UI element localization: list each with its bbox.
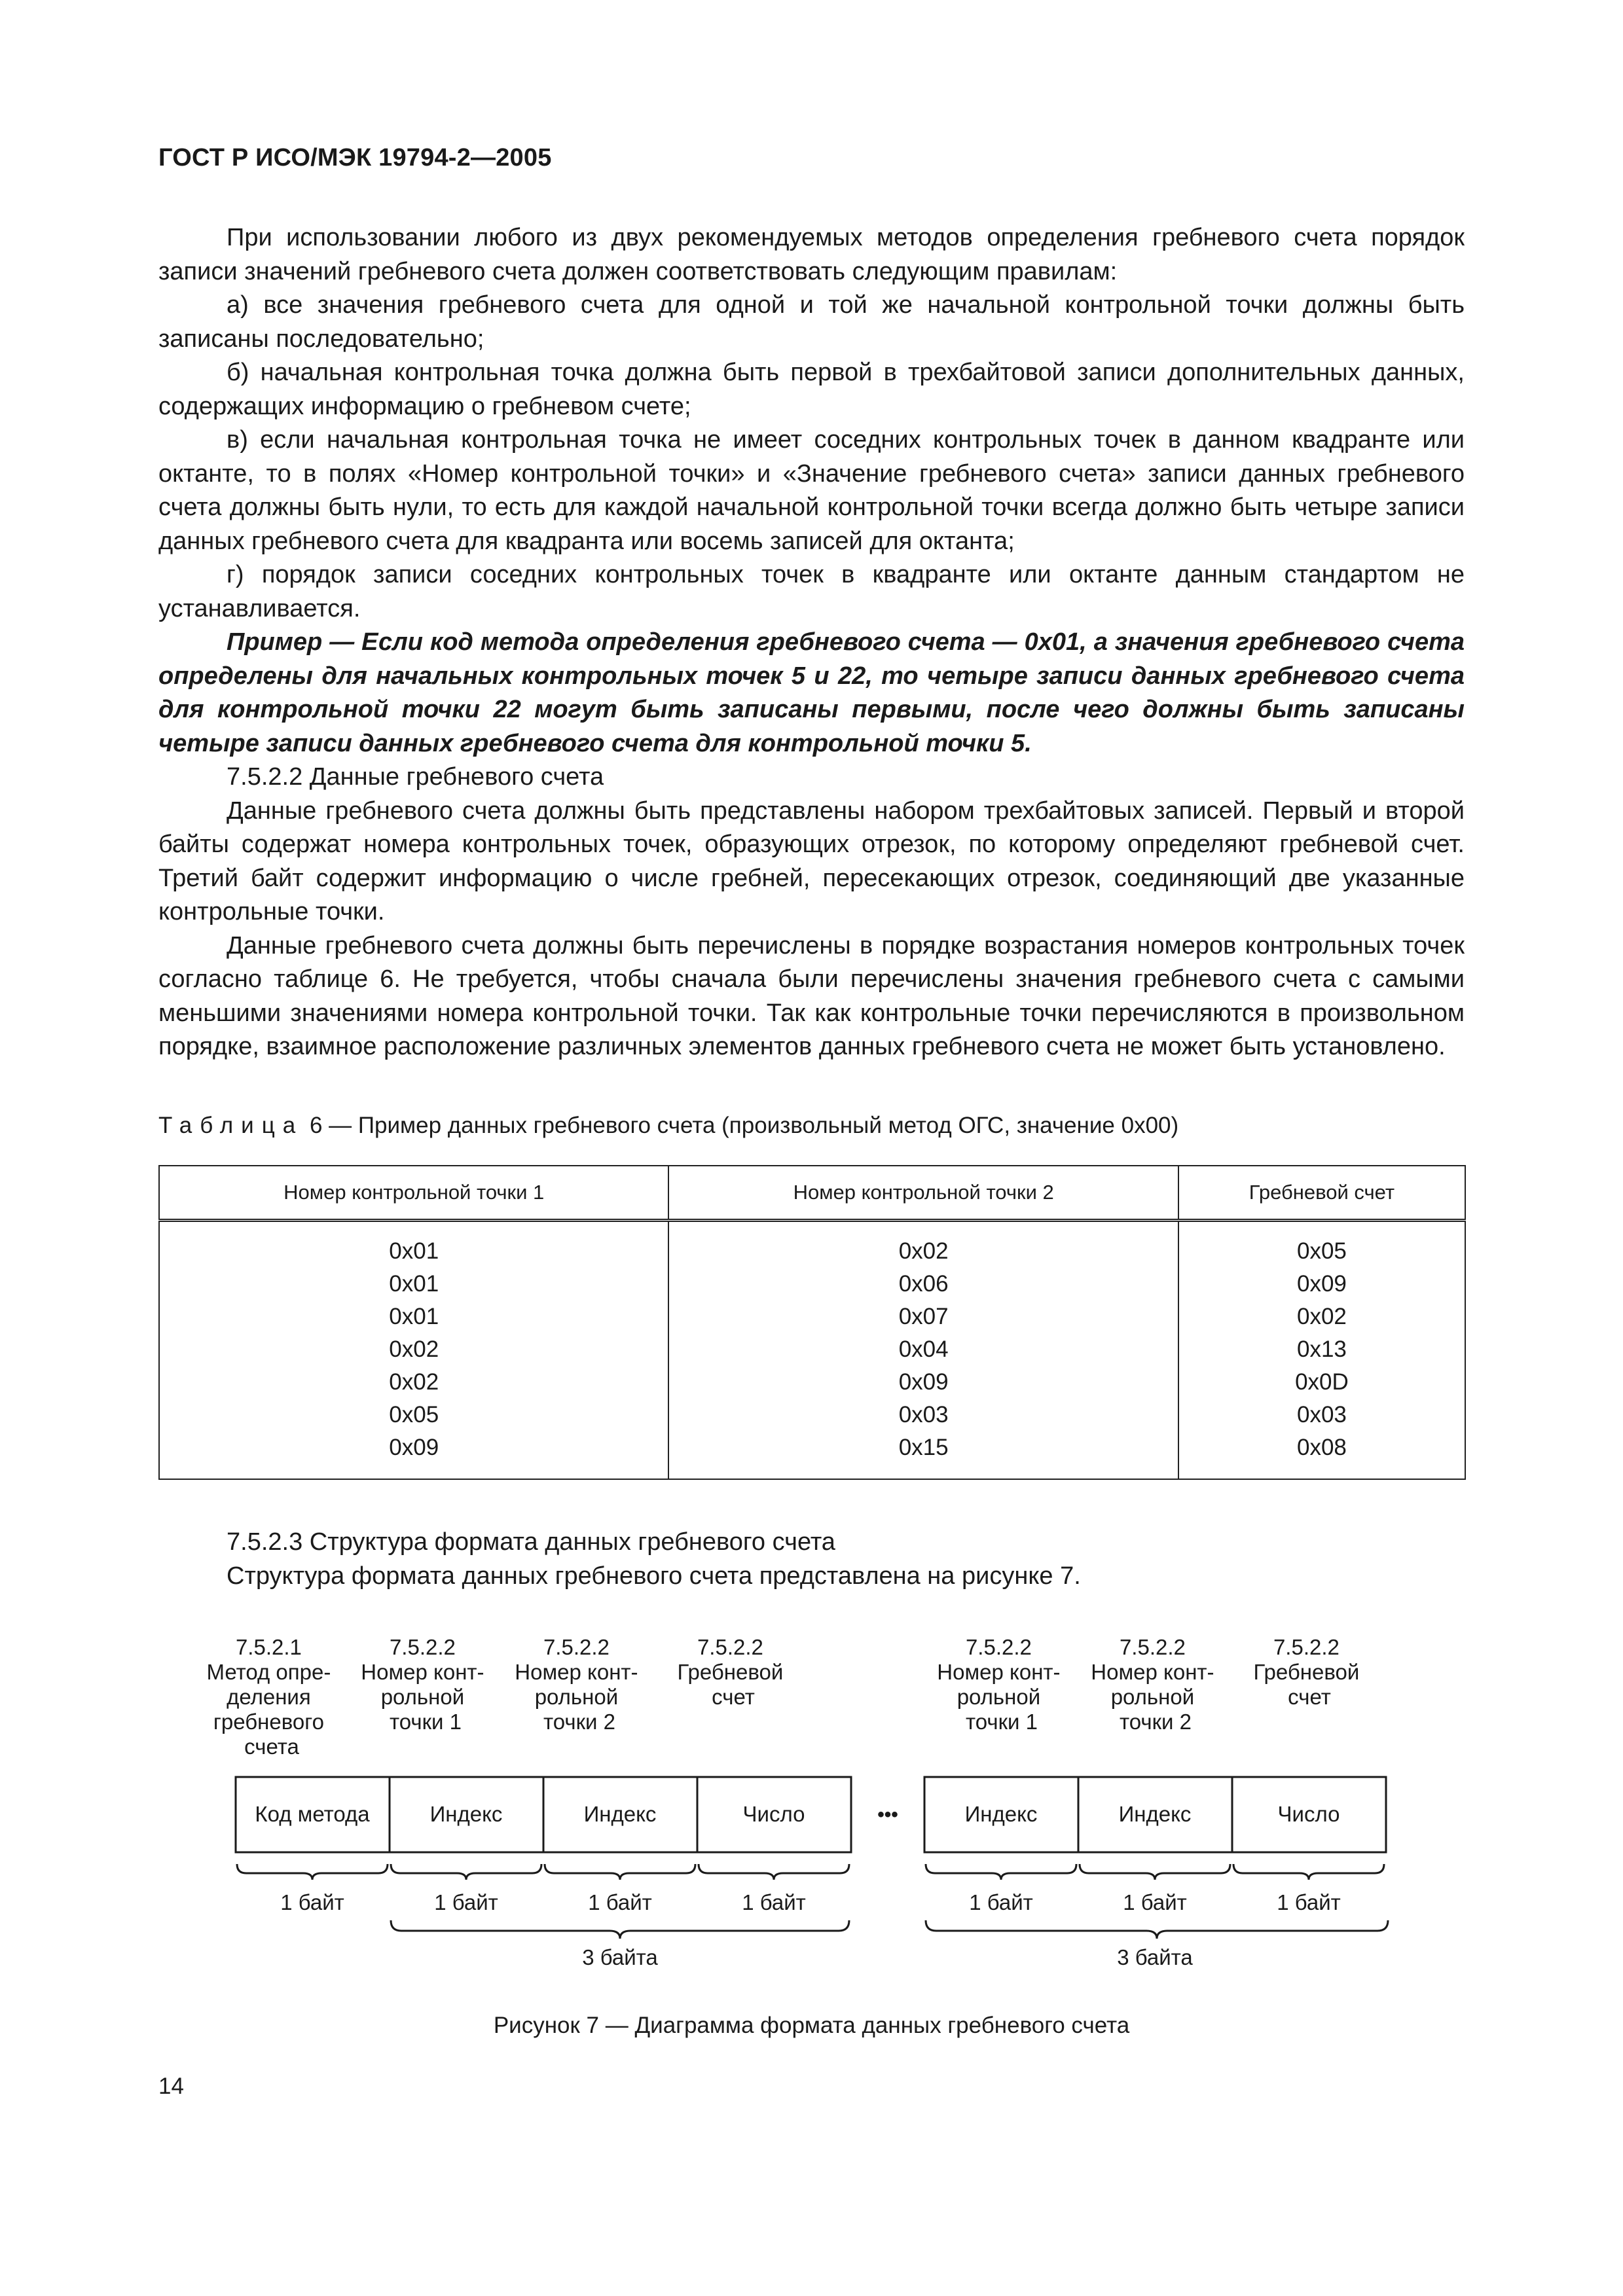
label-ridge-count-right: 7.5.2.2 Гребневой счет bbox=[1253, 1635, 1360, 1709]
byte-label: 1 байт bbox=[280, 1890, 344, 1914]
col-ridge-count-values bbox=[1178, 1221, 1465, 1480]
table-cell: 0x01 bbox=[389, 1238, 439, 1264]
box-index-2: Индекс bbox=[583, 1802, 657, 1826]
table-cell: 0x07 bbox=[898, 1304, 949, 1329]
byte-braces bbox=[237, 1864, 1384, 1880]
table-cell: 0x13 bbox=[1297, 1336, 1347, 1362]
byte-label: 1 байт bbox=[1123, 1890, 1187, 1914]
example-paragraph: Пример — Если код метода определения гребневого счета — 0x01, а значения гребневого счета определены для начальных контрольных точек 5 и 22, то четыре записи данных гребневого счета для контрольной точки 22 могут быть записаны первыми, после чего должны быть записаны четыре записи данных гребневого счета для контрольной точки 5. bbox=[158, 628, 1465, 757]
byte-label: 1 байт bbox=[588, 1890, 652, 1914]
table-cell: 0x03 bbox=[1297, 1402, 1347, 1427]
intro-paragraph: При использовании любого из двух рекомендуемых методов определения гребневого счета порядок записи значений гребневого счета должен соответствовать следующим правилам: bbox=[158, 224, 1465, 285]
box-index-2-right: Индекс bbox=[1118, 1802, 1192, 1826]
table-cell: 0x08 bbox=[1297, 1435, 1347, 1460]
group-label-right: 3 байта bbox=[1117, 1945, 1193, 1969]
rule-b: б) начальная контрольная точка должна быть первой в трехбайтовой записи дополнительных данных, содержащих информацию о гребневом счете; bbox=[158, 359, 1465, 420]
label-point-1-right: 7.5.2.2 Номер конт- рольной точки 1 bbox=[937, 1635, 1061, 1734]
rule-a: а) все значения гребневого счета для одной и той же начальной контрольной точки должны быть записаны последовательно; bbox=[158, 291, 1465, 353]
table-cell: 0x02 bbox=[389, 1336, 439, 1362]
page-number: 14 bbox=[158, 2073, 184, 2099]
byte-label: 1 байт bbox=[1277, 1890, 1341, 1914]
table-cell: 0x05 bbox=[389, 1402, 439, 1427]
rule-v: в) если начальная контрольная точка не имеет соседних контрольных точек в данном квадранте или октанте, то в полях «Номер контрольной точки» и «Значение гребневого счета» записи данных гребневого счета должны быть нули, то есть для каждой начальной контрольной точки всегда должно быть четыре записи данных гребневого счета для квадранта или восемь записей для октанта; bbox=[158, 426, 1465, 555]
subsection-title: 7.5.2.2 Данные гребневого счета bbox=[227, 763, 604, 791]
label-ridge-count: 7.5.2.2 Гребневой счет bbox=[677, 1635, 784, 1709]
table-cell: 0x04 bbox=[898, 1336, 949, 1362]
body-text bbox=[158, 221, 1465, 1064]
ellipsis: ••• bbox=[877, 1804, 898, 1825]
label-point-2: 7.5.2.2 Номер конт- рольной точки 2 bbox=[515, 1635, 638, 1734]
table-cell: 0x06 bbox=[898, 1271, 949, 1297]
col-point-2-values bbox=[668, 1221, 1178, 1480]
format-diagram bbox=[196, 1630, 1440, 2009]
label-point-1: 7.5.2.2 Номер конт- рольной точки 1 bbox=[361, 1635, 484, 1734]
byte-label: 1 байт bbox=[434, 1890, 498, 1914]
group-label: 3 байта bbox=[582, 1945, 658, 1969]
section-text: Структура формата данных гребневого счета представлена на рисунке 7. bbox=[227, 1562, 1081, 1590]
label-method: 7.5.2.1 Метод опре- деления гребневого счета bbox=[206, 1635, 331, 1759]
table-cell: 0x03 bbox=[898, 1402, 949, 1427]
box-index-1-right: Индекс bbox=[964, 1802, 1038, 1826]
col-point-1-values bbox=[159, 1221, 668, 1480]
table-cell: 0x09 bbox=[389, 1435, 439, 1460]
table-cell: 0x05 bbox=[1297, 1238, 1347, 1264]
table-caption-text: 6 — Пример данных гребневого счета (произвольный метод ОГС, значение 0x00) bbox=[303, 1113, 1179, 1138]
order-paragraph: Данные гребневого счета должны быть перечислены в порядке возрастания номеров контрольных точек согласно таблице 6. Не требуется, чтобы сначала были перечислены значения гребневого счета с самыми меньшими значениями номера контрольной точки. Так как контрольные точки перечисляются в произвольном порядке, взаимное расположение различных элементов данных гребневого счета не может быть установлено. bbox=[158, 931, 1465, 1060]
ridge-count-table bbox=[158, 1165, 1466, 1480]
table-cell: 0x02 bbox=[389, 1369, 439, 1395]
header-ridge-count: Гребневой счет bbox=[1178, 1166, 1465, 1221]
box-index-1: Индекс bbox=[429, 1802, 503, 1826]
byte-label: 1 байт bbox=[742, 1890, 806, 1914]
section-title: 7.5.2.3 Структура формата данных гребневого счета bbox=[227, 1528, 835, 1556]
rule-g: г) порядок записи соседних контрольных точек в квадранте или октанте данным стандартом не устанавливается. bbox=[158, 561, 1465, 622]
table-cell: 0x0D bbox=[1295, 1369, 1349, 1395]
table-cell: 0x02 bbox=[898, 1238, 949, 1264]
figure-caption: Рисунок 7 — Диаграмма формата данных гребневого счета bbox=[493, 2013, 1130, 2038]
table-cell: 0x09 bbox=[898, 1369, 949, 1395]
table-caption bbox=[158, 1113, 1178, 1139]
table-cell: 0x01 bbox=[389, 1304, 439, 1329]
table-header-row bbox=[159, 1166, 1465, 1221]
label-point-2-right: 7.5.2.2 Номер конт- рольной точки 2 bbox=[1091, 1635, 1214, 1734]
table-cell: 0x01 bbox=[389, 1271, 439, 1297]
group-braces bbox=[391, 1920, 1388, 1939]
box-method-code: Код метода bbox=[255, 1802, 370, 1826]
byte-label: 1 байт bbox=[969, 1890, 1033, 1914]
data-description-paragraph: Данные гребневого счета должны быть представлены набором трехбайтовых записей. Первый и второй байты содержат номера контрольных точек, образующих отрезок, по которому определяют гребневой счет. Третий байт содержит информацию о числе гребней, пересекающих отрезок, соединяющий две указанные контрольные точки. bbox=[158, 797, 1465, 925]
header-point-2: Номер контрольной точки 2 bbox=[668, 1166, 1178, 1221]
table-cell: 0x09 bbox=[1297, 1271, 1347, 1297]
box-count: Число bbox=[742, 1802, 805, 1826]
box-count-right: Число bbox=[1277, 1802, 1340, 1826]
header-point-1: Номер контрольной точки 1 bbox=[159, 1166, 668, 1221]
table-caption-lead: Таблица bbox=[158, 1113, 304, 1138]
document-header: ГОСТ Р ИСО/МЭК 19794-2—2005 bbox=[158, 144, 552, 171]
table-row bbox=[159, 1221, 1465, 1480]
table-cell: 0x02 bbox=[1297, 1304, 1347, 1329]
table-cell: 0x15 bbox=[898, 1435, 949, 1460]
